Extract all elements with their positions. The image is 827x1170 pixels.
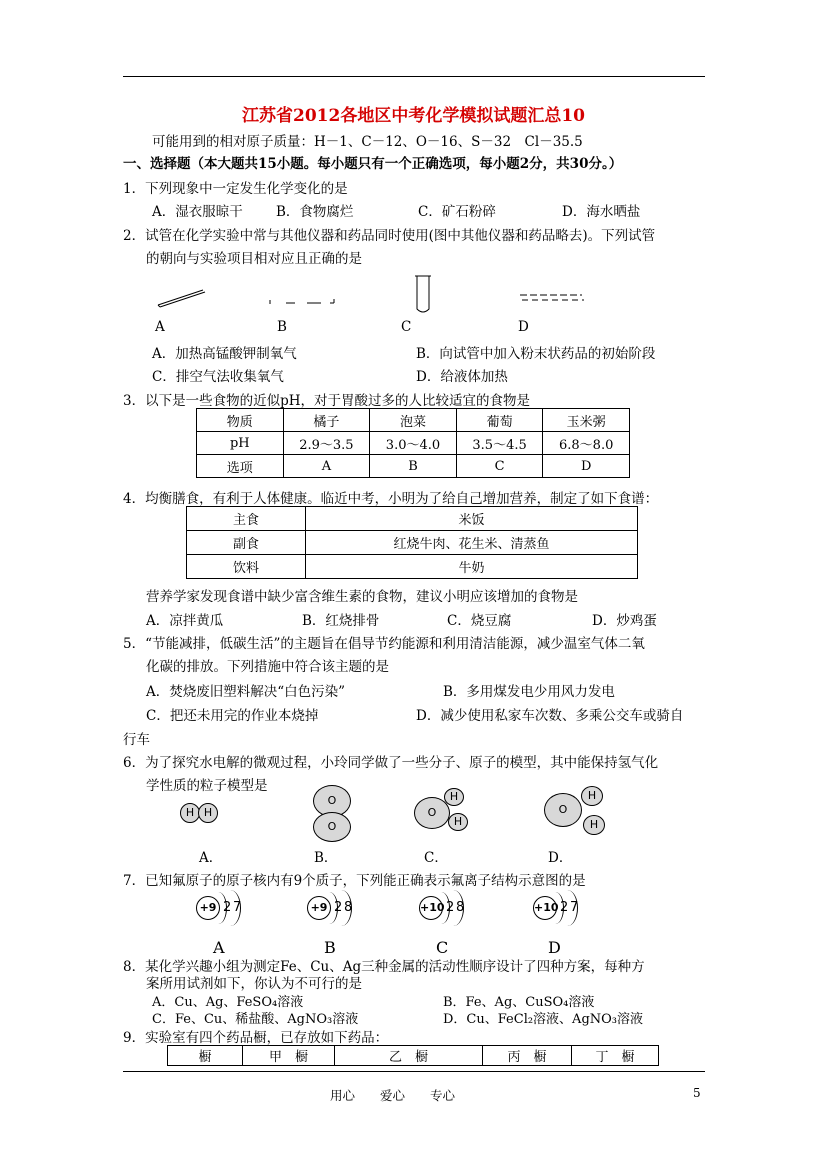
ion-diagram-c — [419, 896, 471, 926]
oxygen-atom: O — [414, 797, 450, 829]
oxygen-atom: O — [544, 793, 582, 827]
table-cell: 丁 橱 — [572, 1046, 659, 1066]
hydrogen-atom: H — [198, 803, 218, 823]
table-cell: 橘子 — [283, 409, 370, 432]
q4-stem: 4．均衡膳食，有利于人体健康。临近中考，小明为了给自己增加营养，制定了如下食谱： — [123, 491, 659, 507]
table-cell: 乙 橱 — [335, 1046, 483, 1066]
q6-figure-label-b: B． — [314, 850, 338, 866]
table-cell: 副食 — [187, 531, 306, 555]
table-cell: C — [456, 455, 543, 478]
q1-option-d: D．海水晒盐 — [562, 204, 641, 220]
q2-option-c: C．排空气法收集氧气 — [152, 369, 284, 385]
q5-option-d: D．减少使用私家车次数、多乘公交车或骑自 — [416, 708, 684, 724]
table-cell: 牛奶 — [306, 555, 638, 579]
footer-rule — [123, 1071, 705, 1072]
table-cell: 甲 橱 — [243, 1046, 335, 1066]
q6-stem-line1: 6．为了探究水电解的微观过程，小玲同学做了一些分子、原子的模型，其中能保持氢气化 — [123, 755, 659, 771]
q5-option-b: B．多用煤发电少用风力发电 — [443, 684, 615, 700]
ion-diagram-b — [307, 896, 359, 926]
q6-figure-label-d: D． — [548, 850, 573, 866]
q4-option-c: C．烧豆腐 — [447, 613, 512, 629]
table-cell: 红烧牛肉、花生米、清蒸鱼 — [306, 531, 638, 555]
q2-figure-label-a: A — [155, 319, 165, 335]
table-cell: A — [283, 455, 370, 478]
nucleus: +9 — [196, 896, 220, 920]
shell-electrons: 2 — [560, 900, 569, 915]
shell-electrons: 8 — [344, 900, 353, 915]
q7-label-d: D — [548, 938, 561, 957]
hydrogen-atom: H — [448, 813, 468, 831]
shell-electrons: 7 — [233, 900, 242, 915]
shell-electrons: 7 — [570, 900, 579, 915]
shell-electrons: 2 — [334, 900, 343, 915]
table-cell: 选项 — [197, 455, 284, 478]
table-cell: pH — [197, 432, 284, 455]
q5-stem-line2: 化碳的排放。下列措施中符合该主题的是 — [146, 659, 389, 675]
ion-diagram-a — [196, 896, 248, 926]
q6-stem-line2: 学性质的粒子模型是 — [146, 778, 268, 794]
ph-table — [196, 408, 630, 478]
nucleus: +9 — [307, 896, 331, 920]
q6-figure-label-a: A． — [199, 850, 223, 866]
shell-electrons: 2 — [446, 900, 455, 915]
q8-stem-line1: 8．某化学兴趣小组为测定Fe、Cu、Ag三种金属的活动性顺序设计了四种方案，每种方 — [123, 959, 645, 975]
shell-electrons: 2 — [223, 900, 232, 915]
q3-stem: 3．以下是一些食物的近似pH，对于胃酸过多的人比较适宜的食物是 — [123, 393, 531, 409]
q1-stem: 1．下列现象中一定发生化学变化的是 — [123, 181, 348, 197]
table-cell: 3.0～4.0 — [370, 432, 457, 455]
q7-label-a: A — [213, 938, 225, 957]
q2-figure-label-c: C — [401, 319, 412, 335]
page-number: 5 — [693, 1086, 701, 1100]
q7-label-b: B — [324, 938, 336, 957]
q2-stem-line2: 的朝向与实验项目相对应且正确的是 — [146, 251, 362, 267]
page-title: 江苏省2012各地区中考化学模拟试题汇总10 — [242, 106, 585, 126]
hydrogen-atom: H — [583, 815, 605, 835]
hydrogen-atom: H — [581, 786, 603, 806]
q2-option-d: D．给液体加热 — [416, 369, 508, 385]
nucleus: +10 — [533, 896, 557, 920]
q4-option-d: D．炒鸡蛋 — [592, 613, 657, 629]
table-cell: 3.5～4.5 — [456, 432, 543, 455]
table-cell: 物质 — [197, 409, 284, 432]
table-cell: B — [370, 455, 457, 478]
table-cell: 泡菜 — [370, 409, 457, 432]
q7-label-c: C — [436, 938, 449, 957]
table-cell: 主食 — [187, 507, 306, 531]
oxygen-atom: O — [313, 812, 351, 842]
shell-electrons: 8 — [456, 900, 465, 915]
q9-stem: 9．实验室有四个药品橱，已存放如下药品： — [123, 1030, 389, 1046]
table-cell: 玉米粥 — [543, 409, 630, 432]
table-cell: 橱 — [168, 1046, 243, 1066]
hydrogen-atom: H — [180, 803, 200, 823]
q5-option-a: A．焚烧废旧塑料解决“白色污染” — [146, 684, 346, 700]
section-heading: 一、选择题（本大题共15小题。每小题只有一个正确选项，每小题2分，共30分。） — [123, 156, 623, 172]
footer-motto: 用心 爱心 专心 — [330, 1088, 456, 1103]
test-tube-figure-d — [518, 292, 586, 304]
q5-option-c: C．把还未用完的作业本烧掉 — [146, 708, 319, 724]
test-tube-figure-b — [268, 296, 338, 308]
q2-figure-label-d: D — [518, 319, 529, 335]
ion-diagram-d — [533, 896, 585, 926]
header-rule — [123, 76, 705, 77]
q4-option-b: B．红烧排骨 — [302, 613, 380, 629]
table-cell: 葡萄 — [456, 409, 543, 432]
q4-option-a: A．凉拌黄瓜 — [146, 613, 224, 629]
q2-stem-line1: 2．试管在化学实验中常与其他仪器和药品同时使用(图中其他仪器和药品略去)。下列试管 — [123, 228, 656, 244]
q5-option-d-wrap: 行车 — [123, 732, 150, 748]
q2-option-a: A．加热高锰酸钾制氧气 — [152, 346, 297, 362]
q8-stem-line2: 案所用试剂如下，你认为不可行的是 — [146, 976, 362, 992]
nucleus: +10 — [419, 896, 443, 920]
q2-figure-label-b: B — [277, 319, 287, 335]
q2-option-b: B．向试管中加入粉末状药品的初始阶段 — [416, 346, 656, 362]
table-cell: 丙 橱 — [483, 1046, 572, 1066]
q1-option-a: A．湿衣服晾干 — [152, 204, 243, 220]
q6-figure-label-c: C． — [424, 850, 448, 866]
table-cell: 饮料 — [187, 555, 306, 579]
table-cell: D — [543, 455, 630, 478]
q1-option-b: B．食物腐烂 — [276, 204, 354, 220]
test-tube-figure-c — [414, 274, 432, 316]
table-cell: 6.8～8.0 — [543, 432, 630, 455]
q8-option-b: B．Fe、Ag、CuSO₄溶液 — [443, 995, 595, 1010]
cabinet-table — [167, 1045, 659, 1066]
q1-option-c: C．矿石粉碎 — [418, 204, 496, 220]
q4-stem-2: 营养学家发现食谱中缺少富含维生素的食物，建议小明应该增加的食物是 — [146, 589, 578, 605]
q8-option-a: A．Cu、Ag、FeSO₄溶液 — [152, 995, 304, 1010]
q7-stem: 7．已知氟原子的原子核内有9个质子，下列能正确表示氟离子结构示意图的是 — [123, 873, 586, 889]
hydrogen-atom: H — [444, 788, 464, 806]
menu-table — [186, 506, 638, 579]
q5-stem-line1: 5．“节能减排，低碳生活”的主题旨在倡导节约能源和利用清洁能源，减少温室气体二氧 — [123, 636, 645, 652]
oxygen-atom: O — [313, 785, 351, 817]
test-tube-figure-a — [155, 286, 207, 308]
atomic-masses: 可能用到的相对原子质量：H－1、C－12、O－16、S－32 Cl－35.5 — [152, 134, 583, 150]
q8-option-d: D．Cu、FeCl₂溶液、AgNO₃溶液 — [443, 1012, 644, 1027]
table-cell: 米饭 — [306, 507, 638, 531]
q8-option-c: C．Fe、Cu、稀盐酸、AgNO₃溶液 — [152, 1012, 359, 1027]
table-cell: 2.9～3.5 — [283, 432, 370, 455]
